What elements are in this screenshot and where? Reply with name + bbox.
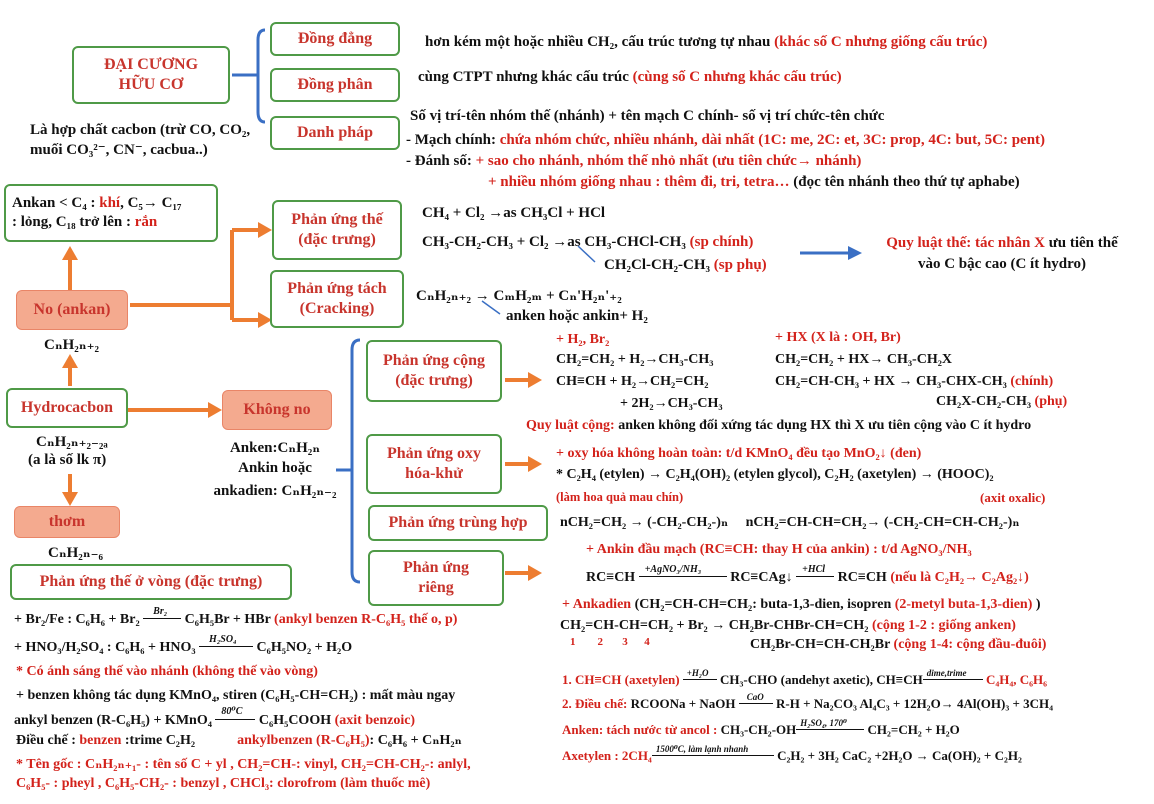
rieng-l5: CH₂Br-CH=CH-CH₂Br (cộng 1-4: cộng đầu-đuôi) (750, 637, 1047, 652)
phan-ung-trung-hop-box: Phản ứng trùng hợp (368, 505, 548, 541)
cong-f2: CH₂=CH-CH₃ + HX → CH₃-CHX-CH₃ (chính) (775, 374, 1054, 389)
dong-dang-box: Đồng đẳng (270, 22, 400, 56)
cong-h2: + HX (X là : OH, Br) (775, 330, 901, 345)
cong-f3: CH₂X-CH₂-CH₃ (phụ) (936, 394, 1068, 409)
cong-rule: Quy luật cộng: anken không đối xứng tác dụng HX thì X ưu tiên cộng vào C ít hydro (526, 418, 1032, 433)
extra-1: 1. CH≡CH (axetylen) +H₂O CH₃-CHO (andehyt axetic), CH≡CH dime,trime C₄H₄, C₆H₆ (562, 668, 1048, 687)
danh-phap-line2: - Mạch chính: chứa nhóm chức, nhiều nhánh, dài nhất (1C: me, 2C: et, 3C: prop, 4C: but, 5C: pent) (406, 132, 1046, 148)
rieng-l4: CH₂=CH-CH=CH₂ + Br₂ → CH₂Br-CHBr-CH=CH₂ (cộng 1-2 : giống anken) (560, 618, 1016, 633)
no-ankan-box: No (ankan) (16, 290, 128, 330)
the-rule-2: vào C bậc cao (C ít hydro) (917, 256, 1087, 272)
thom-formula: CₙH₂ₙ₋₆ (48, 545, 103, 561)
danh-phap-line3: - Đánh số: + sao cho nhánh, nhóm thế nhỏ nhất (ưu tiên chức→ nhánh) (406, 153, 862, 169)
phan-ung-the-box: Phản ứng thế (đặc trưng) (272, 200, 402, 260)
vong-l8: C₆H₅- : pheyl , C₆H₅-CH₂- : benzyl , CHCl₃: clorofrom (làm thuốc mê) (16, 776, 431, 791)
title-box: ĐẠI CƯƠNG HỮU CƠ (72, 46, 230, 104)
cong-e2: CH≡CH + H₂→CH₂=CH₂ (556, 374, 709, 389)
the-eq2: CH₃-CH₂-CH₃ + Cl₂ →as CH₃-CHCl-CH₃ (sp chính) (422, 234, 754, 250)
the-vong-box: Phản ứng thế ở vòng (đặc trưng) (10, 564, 292, 600)
khong-no-l2: Ankin hoặc (238, 460, 312, 476)
rieng-numbers: 1 2 3 4 (570, 636, 650, 648)
no-formula: CₙH₂ₙ₊₂ (44, 337, 99, 353)
tach-eq2: anken hoặc ankin+ H₂ (506, 308, 648, 324)
khong-no-l3: ankadien: CₙH₂ₙ₋₂ (213, 483, 337, 499)
cong-h1: + H₂, Br₂ (556, 332, 610, 347)
oxh-l3: (làm hoa quả mau chín) (556, 490, 684, 504)
hydrocacbon-box: Hydrocacbon (6, 388, 128, 428)
hydro-formula: CₙH₂ₙ₊₂₋₂ₐ (36, 434, 108, 450)
oxh-l1: + oxy hóa không hoàn toàn: t/d KMnO₄ đều tạo MnO₂↓ (đen) (556, 446, 922, 461)
rieng-l3: + Ankadien (CH₂=CH-CH=CH₂: buta-1,3-dien, isopren (2-metyl buta-1,3-dien) ) (562, 597, 1041, 612)
phan-ung-cong-box: Phản ứng cộng (đặc trưng) (366, 340, 502, 402)
danh-phap-box: Danh pháp (270, 116, 400, 150)
cong-f1: CH₂=CH₂ + HX→ CH₃-CH₂X (775, 352, 953, 367)
vong-l4: + benzen không tác dụng KMnO₄, stiren (C₆H₅-CH=CH₂) : mất màu ngay (16, 688, 456, 703)
vong-l7: * Tên gốc : CₙH₂ₙ₊₁- : tên số C + yl , CH₂=CH-: vinyl, CH₂=CH-CH₂-: anlyl, (16, 757, 471, 772)
thom-box: thơm (14, 506, 120, 538)
the-rule-1: Quy luật thế: tác nhân X ưu tiên thế (886, 235, 1118, 251)
rieng-l1: + Ankin đầu mạch (RC≡CH: thay H của ankin) : t/d AgNO₃/NH₃ (586, 542, 972, 557)
oxh-l2: * C₂H₄ (etylen) → C₂H₄(OH)₂ (etylen glycol), C₂H₂ (axetylen) → (HOOC)₂ (556, 467, 994, 482)
vong-l3: * Có ánh sáng thế vào nhánh (không thế vào vòng) (16, 664, 318, 679)
khong-no-l1: Anken:CₙH₂ₙ (229, 440, 321, 456)
danh-phap-line4: + nhiều nhóm giống nhau : thêm đi, tri, tetra… (đọc tên nhánh theo thứ tự aphabe) (488, 174, 1020, 190)
cong-e3: + 2H₂→CH₃-CH₃ (620, 396, 723, 411)
phan-ung-tach-box: Phản ứng tách (Cracking) (270, 270, 404, 328)
ankan-state-box: Ankan < C₄ : khí, C₅→ C₁₇ : lỏng, C₁₈ trở lên : rắn (4, 184, 218, 242)
extra-4: Axetylen : 2CH₄ 1500⁰C, làm lạnh nhanh C₂H₂ + 3H₂ CaC₂ +2H₂O → Ca(OH)₂ + C₂H₂ (562, 744, 1022, 763)
vong-l1: + Br₂/Fe : C₆H₆ + Br₂ Br₂ C₆H₅Br + HBr (ankyl benzen R-C₆H₅ thế o, p) (14, 606, 458, 627)
the-eq1: CH₄ + Cl₂ →as CH₃Cl + HCl (422, 205, 606, 221)
tach-eq1: CₙH₂ₙ₊₂ → CₘH₂ₘ + Cₙ'H₂ₙ'₊₂ (416, 288, 622, 304)
dong-phan-text: cùng CTPT nhưng khác cấu trúc (cùng số C nhưng khác cấu trúc) (418, 69, 842, 85)
trung-hop-eq: nCH₂=CH₂ → (-CH₂-CH₂-)ₙ nCH₂=CH-CH=CH₂→ (-CH₂-CH=CH-CH₂-)ₙ (560, 515, 1020, 530)
the-eq3: CH₂Cl-CH₂-CH₃ (sp phụ) (604, 257, 767, 273)
definition-text: Là hợp chất cacbon (trừ CO, CO₂, muối CO₃²⁻, CN⁻, cacbua..) (30, 122, 251, 159)
phan-ung-oxy-hoa-box: Phản ứng oxy hóa-khử (366, 434, 502, 494)
dong-phan-box: Đồng phân (270, 68, 400, 102)
danh-phap-line1: Số vị trí-tên nhóm thế (nhánh) + tên mạch C chính- số vị trí chức-tên chức (410, 108, 885, 124)
khong-no-box: Không no (222, 390, 332, 430)
vong-l6: Điều chế : benzen :trime C₂H₂ ankylbenzen (R-C₆H₅): C₆H₆ + CₙH₂ₙ (16, 733, 462, 748)
oxh-l4: (axit oxalic) (980, 490, 1046, 505)
phan-ung-rieng-box: Phản ứng riêng (368, 550, 504, 606)
cong-e1: CH₂=CH₂ + H₂→CH₃-CH₃ (556, 352, 714, 367)
rieng-l2: RC≡CH +AgNO₃/NH₃ RC≡CAg↓ +HCl RC≡CH (nếu là C₂H₂→ C₂Ag₂↓) (586, 564, 1029, 585)
dong-dang-text: hơn kém một hoặc nhiều CH₂, cấu trúc tương tự nhau (khác số C nhưng giống cấu trúc) (425, 34, 988, 50)
extra-2: 2. Điều chế: RCOONa + NaOH CaO R-H + Na₂CO₃ Al₄C₃ + 12H₂O→ 4Al(OH)₃ + 3CH₄ (562, 692, 1054, 711)
vong-l5: ankyl benzen (R-C₆H₅) + KMnO₄ 80⁰C C₆H₅COOH (axit benzoic) (14, 706, 416, 728)
hydro-note: (a là số lk π) (28, 452, 107, 468)
vong-l2: + HNO₃/H₂SO₄ : C₆H₆ + HNO₃ H₂SO₄ C₆H₅NO₂ + H₂O (14, 634, 353, 655)
extra-3: Anken: tách nước từ ancol : CH₃-CH₂-OH H₂SO₄, 170⁰ CH₂=CH₂ + H₂O (562, 718, 960, 737)
